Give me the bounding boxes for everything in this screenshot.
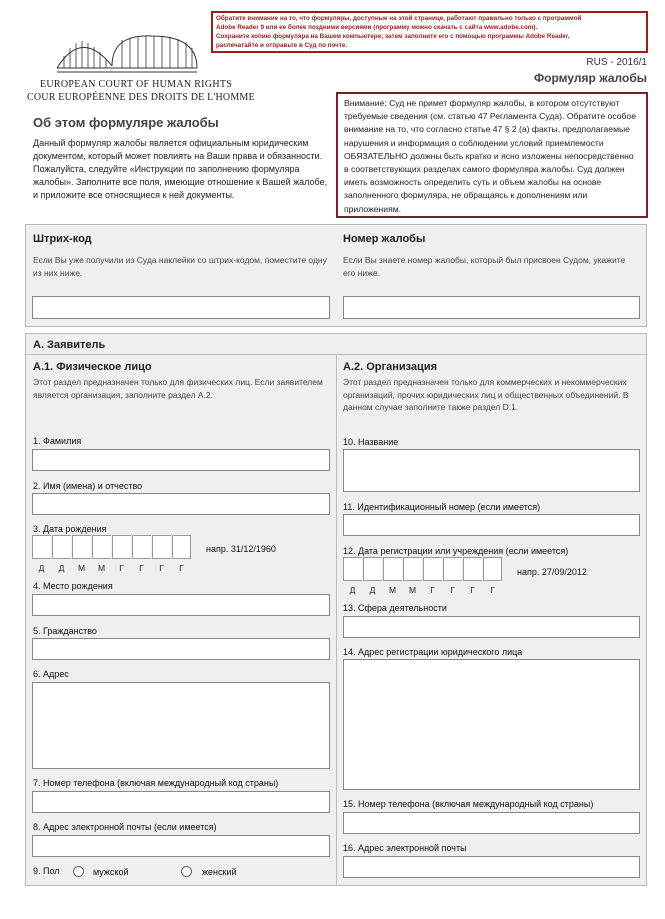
- date-letter: Г: [139, 563, 144, 573]
- first-name-field[interactable]: [32, 493, 330, 515]
- barcode-title: Штрих-код: [33, 233, 92, 245]
- form-title: Формуляр жалобы: [533, 71, 647, 85]
- sex-label: 9. Пол: [33, 866, 60, 876]
- reg-address-label: 14. Адрес регистрации юридического лица: [343, 647, 523, 657]
- birth-date-field[interactable]: [32, 535, 194, 575]
- date-letter: Г: [179, 563, 184, 573]
- citizenship-field[interactable]: [32, 638, 330, 660]
- org-name-field[interactable]: [343, 449, 640, 492]
- court-name-en: EUROPEAN COURT OF HUMAN RIGHTS: [40, 79, 233, 90]
- reg-address-field[interactable]: [343, 659, 640, 790]
- date-letter: Д: [349, 585, 356, 595]
- about-text: Данный формуляр жалобы является официальным юридическим документом, который может повлиять на Ваши права и обязанности. Пожалуйста, следуйте «Инструкции по заполнению формуляра жалобы». Заполните все поля, имеющие отношение к Вашей жалобе, и приложите все относящиеся к ней документы.: [33, 138, 328, 200]
- birth-date-label: 3. Дата рождения: [33, 524, 107, 534]
- org-note: Этот раздел предназначен только для коммерческих и некоммерческих организаций, прочих юридических лиц и общественных объединений. В данном случае заполните также раздел D.1.: [343, 377, 629, 412]
- org-date-example: напр. 27/09/2012: [517, 567, 587, 577]
- person-title: A.1. Физическое лицо: [33, 361, 152, 373]
- birth-place-field[interactable]: [32, 594, 330, 616]
- barcode-field[interactable]: [32, 296, 330, 319]
- date-letter: Г: [119, 563, 124, 573]
- email-label: 8. Адрес электронной почты (если имеется): [33, 822, 217, 832]
- activity-field[interactable]: [343, 616, 640, 638]
- adobe-notice: [211, 11, 648, 53]
- phone-field[interactable]: [32, 791, 330, 813]
- sex-male-radio[interactable]: [73, 866, 84, 877]
- phone-label: 7. Номер телефона (включая международный код страны): [33, 778, 279, 788]
- org-phone-label: 15. Номер телефона (включая международный код страны): [343, 799, 594, 809]
- email-field[interactable]: [32, 835, 330, 857]
- person-note: Этот раздел предназначен только для физических лиц. Если заявителем является организация, заполните раздел A.2.: [33, 377, 323, 400]
- org-name-label: 10. Название: [343, 437, 399, 447]
- date-letter: Д: [38, 563, 45, 573]
- court-name-fr: COUR EUROPÉENNE DES DROITS DE L'HOMME: [27, 92, 255, 103]
- date-letter: М: [388, 585, 397, 595]
- date-letter: Г: [159, 563, 164, 573]
- barcode-note: Если Вы уже получили из Суда наклейки со штрих-кодом, поместите одну из них ниже.: [33, 255, 327, 278]
- date-letter: Д: [369, 585, 376, 595]
- org-date-label: 12. Дата регистрации или учреждения (если имеется): [343, 546, 569, 556]
- first-name-label: 2. Имя (имена) и отчество: [33, 481, 143, 491]
- surname-field[interactable]: [32, 449, 330, 471]
- warning-text: Внимание: Суд не примет формуляр жалобы, в котором отсутствуют требуемые сведения (см. статью 47 Регламента Суда). Обратите особое внимание на то, что согласно статье 47 § 2 (a) факты, предполагаемые нарушения и информация о соблюдении условий приемлемости ОБЯЗАТЕЛЬНО должны быть кратко и ясно изложены непосредственно в соответствующих разделах самого формуляра жалобы. Суд должен иметь возможность определить суть и объем жалобы на основе заполненного формуляра, не обращаясь к дополнениям или приложениям.: [344, 98, 636, 214]
- activity-label: 13. Сфера деятельности: [343, 603, 447, 613]
- sex-male-label: мужской: [93, 867, 129, 877]
- surname-label: 1. Фамилия: [33, 436, 82, 446]
- adobe-notice-line2: Adobe Reader 9 или ее более поздними версиями (программу можно скачать с сайта www.adobe.com).: [216, 24, 538, 31]
- section-a-col-divider: [336, 355, 337, 885]
- date-letter: М: [97, 563, 106, 573]
- date-letter: М: [408, 585, 417, 595]
- app-number-title: Номер жалобы: [343, 233, 426, 245]
- app-number-note: Если Вы знаете номер жалобы, который был присвоен Судом, укажите его ниже.: [343, 255, 626, 278]
- address-label: 6. Адрес: [33, 669, 69, 679]
- org-email-field[interactable]: [343, 856, 640, 878]
- court-logo-icon: [52, 26, 202, 76]
- app-number-field[interactable]: [343, 296, 640, 319]
- warning-box: [336, 92, 648, 218]
- org-title: A.2. Организация: [343, 361, 437, 373]
- date-letter: Г: [450, 585, 455, 595]
- about-title: Об этом формуляре жалобы: [33, 115, 219, 130]
- adobe-notice-line4: распечатайте и отправьте в Суд по почте.: [216, 42, 348, 49]
- section-a-title: A. Заявитель: [33, 339, 106, 351]
- date-letter: Д: [58, 563, 65, 573]
- org-id-field[interactable]: [343, 514, 640, 536]
- sex-female-label: женский: [202, 867, 237, 877]
- date-letter: Г: [430, 585, 435, 595]
- org-phone-field[interactable]: [343, 812, 640, 834]
- adobe-notice-line3: Сохраните копию формуляра на Вашем компьютере; затем заполните его с помощью программы Adobe Reader,: [216, 33, 570, 40]
- adobe-notice-line1: Обратите внимание на то, что формуляры, доступные на этой странице, работают правильно только с программой: [216, 15, 582, 22]
- birth-place-label: 4. Место рождения: [33, 581, 113, 591]
- date-letter: Г: [490, 585, 495, 595]
- org-email-label: 16. Адрес электронной почты: [343, 843, 467, 853]
- birth-date-example: напр. 31/12/1960: [206, 544, 276, 554]
- form-code: RUS - 2016/1: [586, 57, 647, 68]
- address-field[interactable]: [32, 682, 330, 769]
- date-letter: Г: [470, 585, 475, 595]
- citizenship-label: 5. Гражданство: [33, 626, 97, 636]
- date-letter: М: [77, 563, 86, 573]
- org-id-label: 11. Идентификационный номер (если имеется): [343, 502, 541, 512]
- org-date-field[interactable]: [343, 557, 505, 597]
- sex-female-radio[interactable]: [181, 866, 192, 877]
